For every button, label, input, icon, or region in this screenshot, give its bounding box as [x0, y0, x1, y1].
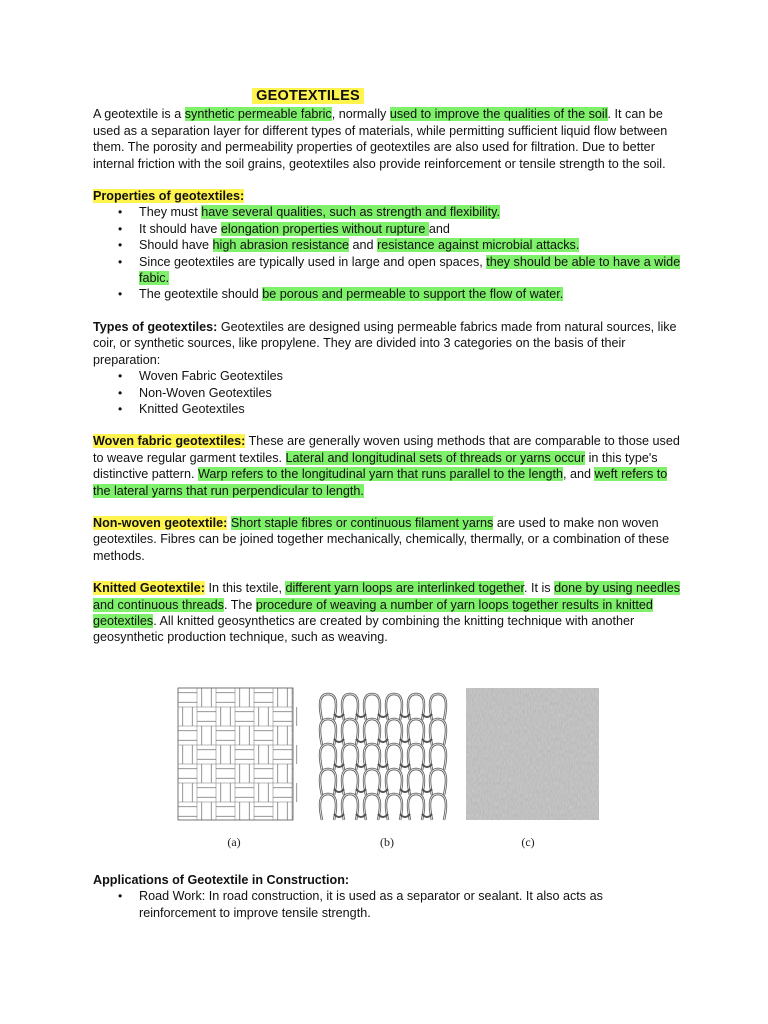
types-list: [93, 368, 683, 417]
list-item: • It should have elongation properties without rupture and: [139, 221, 683, 237]
applications-heading: Applications of Geotextile in Construction:: [93, 873, 350, 887]
applications-section: [93, 872, 683, 921]
list-item: • Since geotextiles are typically used in large and open spaces, they should be able to have a wide fabic.: [139, 254, 683, 287]
geotextile-figure: [176, 686, 600, 851]
list-item: • Non-Woven Geotextiles: [139, 385, 683, 401]
intro-paragraph: A geotextile is a synthetic permeable fabric, normally used to improve the qualities of the soil. It can be used as a separation layer for different types of materials, while permitting sufficient liquid flow between them. The porosity and permeability properties of geotextiles are also used for filtration. Due to better internal friction with the soil grains, geotextiles also provide reinforcement or tensile strength to the soil.: [93, 107, 668, 171]
figure-label-a: (a): [227, 835, 241, 849]
applications-list: [93, 888, 683, 921]
woven-paragraph: Woven fabric geotextiles: These are generally woven using methods that are comparable to those used to weave regular garment textiles. Lateral and longitudinal sets of threads or yarns occur in this type's distinctive pattern. Warp refers to the longitudinal yarn that runs parallel to the length, and weft refers to the lateral yarns that run perpendicular to length.: [93, 434, 680, 498]
list-item: • They must have several qualities, such as strength and flexibility.: [139, 204, 683, 220]
types-paragraph: Types of geotextiles: Geotextiles are designed using permeable fabrics made from natural sources, like coir, or synthetic sources, like propylene. They are divided into 3 categories on the basis of their preparation:: [93, 319, 677, 367]
list-item: • Should have high abrasion resistance and resistance against microbial attacks.: [139, 237, 683, 253]
list-item: • Knitted Geotextiles: [139, 401, 683, 417]
list-item: • Woven Fabric Geotextiles: [139, 368, 683, 384]
figure-label-b: (b): [380, 835, 394, 849]
document-body: [93, 88, 683, 646]
properties-heading: Properties of geotextiles:: [93, 189, 245, 204]
page-title: GEOTEXTILES: [93, 88, 683, 104]
nonwoven-paragraph: Non-woven geotextile: Short staple fibres or continuous filament yarns are used to make non woven geotextiles. Fibres can be joined together mechanically, chemically, thermally, or a combination of these methods.: [93, 515, 670, 563]
knitted-paragraph: Knitted Geotextile: In this textile, different yarn loops are interlinked together. It is done by using needles and continuous threads. The procedure of weaving a number of yarn loops together results in knitted geotextiles. All knitted geosynthetics are created by combining the knitting technique with another geosynthetic production technique, such as weaving.: [93, 581, 681, 645]
list-item: • The geotextile should be porous and permeable to support the flow of water.: [139, 286, 683, 302]
woven-pattern-image: [178, 688, 297, 820]
figure-svg: [176, 686, 600, 851]
nonwoven-texture-image: [466, 688, 599, 820]
list-item: • Road Work: In road construction, it is used as a separator or sealant. It also acts as reinforcement to improve tensile strength.: [139, 888, 683, 921]
knitted-pattern-image: [320, 694, 446, 820]
figure-label-c: (c): [521, 835, 535, 849]
properties-list: [93, 204, 683, 302]
